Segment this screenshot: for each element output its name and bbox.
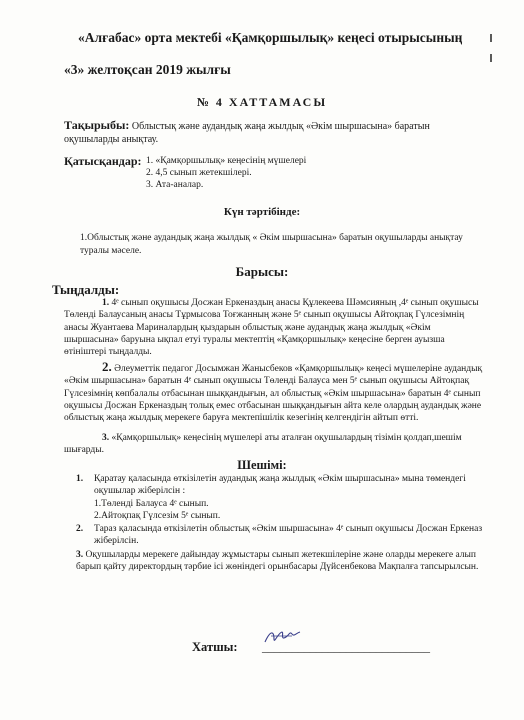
decision-list <box>76 473 486 574</box>
decision-line: 2.Айтоқпақ Гүлсезім 5ᵉ сынып. <box>94 510 221 521</box>
agenda-text: 1.Облыстық және аудандық жаңа жылдық « Әкім шыршасына» баратын оқушыларды анықтау туралы мәселе. <box>80 233 463 256</box>
participant-item: 3. Ата-аналар. <box>146 180 204 190</box>
protocol-heading: № 4 ХАТТАМАСЫ <box>196 95 328 109</box>
topic-label: Тақырыбы: <box>64 118 130 132</box>
participant-item: 2. 4,5 сынып жетекшілері. <box>146 168 252 178</box>
decision-item <box>76 549 486 574</box>
heard-heading: Тыңдалды: <box>52 282 120 297</box>
corner-mark <box>487 34 495 64</box>
paragraph-text: Әлеуметтік педагог Досымжан Жаныcбеков «Қамқоршылық» кеңесі мүшелеріне аудандық «Әкім шыршасына» баратын 4ᵉ сынып оқушысы Төленді Балауса мен 5ᵉ сынып оқушысы Айтоқпақ Гүлсезімнің көпбалалы отбасынан шыққандығын, ал облыстық «Әкім шыршасына» баратын 4ᵉ сынып оқушысы Досжан Еркеназдың толық емес отбасынан шыққандығын айта келе олардың аудандық және облыстық жаңа жылдық мерекеге баруға мектепішілік кезегінің келгендігін айтып өтті. <box>64 364 483 424</box>
participants-label: Қатысқандар: <box>64 154 142 168</box>
document-title-line1: «Алғабас» орта мектебі «Қамқоршылық» кеңесі отырысының <box>78 30 463 45</box>
decision-line: Оқушыларды мерекеге дайындау жұмыстары сынып жетекшілеріне және оларды мерекеге алып барып қайту директордың тәрбие ісі жөніндегі орынбасары Дүйсенбекова Мақпалға тапсырылсын. <box>76 549 479 573</box>
signature-image <box>262 627 302 647</box>
secretary-signature-line: ____________________________ <box>262 640 430 654</box>
decision-heading: Шешімі: <box>237 458 287 472</box>
decision-item <box>76 473 486 522</box>
paragraph-number: 3. <box>102 433 110 443</box>
paragraph-text: 4ᵉ сынып оқушысы Досжан Еркеназдың анасы Құлекеева Шәмсияның ,4ᵉ сынып оқушысы Төленді Балаусаның анасы Тұрмысова Тоғжанның және 5ᵉ сынып оқушысы Айтоқпақ Гүлсезімнің анасы Жуантаева Мариналардың қыздарын облыстық және аудандық жаңа жылдық «Әкім шыршасына» баруына ықпал етуі туралы мектептің «Қамқоршылық» кеңесіне берген ауызша өтініштері тыңдалды. <box>64 298 479 358</box>
participant-item: 1. «Қамқоршылық» кеңесінің мүшелері <box>146 156 307 166</box>
heard-paragraph-2 <box>64 361 484 424</box>
decision-line: Қаратау қаласында өткізілетін аудандық жаңа жылдық «Әкім шыршасына» мына төмендегі оқушылар жіберілсін : <box>94 474 466 497</box>
heard-paragraph-1 <box>64 297 484 358</box>
decision-number: 3. <box>76 549 84 560</box>
decision-number: 2. <box>76 524 84 535</box>
paragraph-number: 2. <box>102 359 112 374</box>
decision-line: Тараз қаласында өткізілетін облыстық «Әкім шыршасына» 4ᵉ сынып оқушысы Досжан Еркеназ жіберілсін. <box>94 524 483 547</box>
decision-number: 1. <box>76 474 84 484</box>
topic-text: Облыстық және аудандық жаңа жылдық «Әкім шыршасына» баратын оқушыларды анықтау. <box>64 121 430 145</box>
document-title-line2: «3» желтоқсан 2019 жылғы <box>64 62 231 77</box>
paragraph-number: 1. <box>102 298 110 308</box>
paragraph-text: «Қамқоршылық» кеңесінің мүшелері аты аталған оқушылардың тізімін қолдап,шешім шығарды. <box>64 433 462 456</box>
decision-line: 1.Төленді Балауса 4ᵉ сынып. <box>94 498 209 509</box>
progress-heading: Барысы: <box>235 264 289 279</box>
agenda-heading: Күн тәртібінде: <box>223 206 301 218</box>
heard-paragraph-3 <box>64 432 484 457</box>
participants-list <box>146 155 306 191</box>
topic-block <box>64 119 484 146</box>
decision-item <box>76 523 486 548</box>
secretary-label: Хатшы: <box>192 640 238 654</box>
